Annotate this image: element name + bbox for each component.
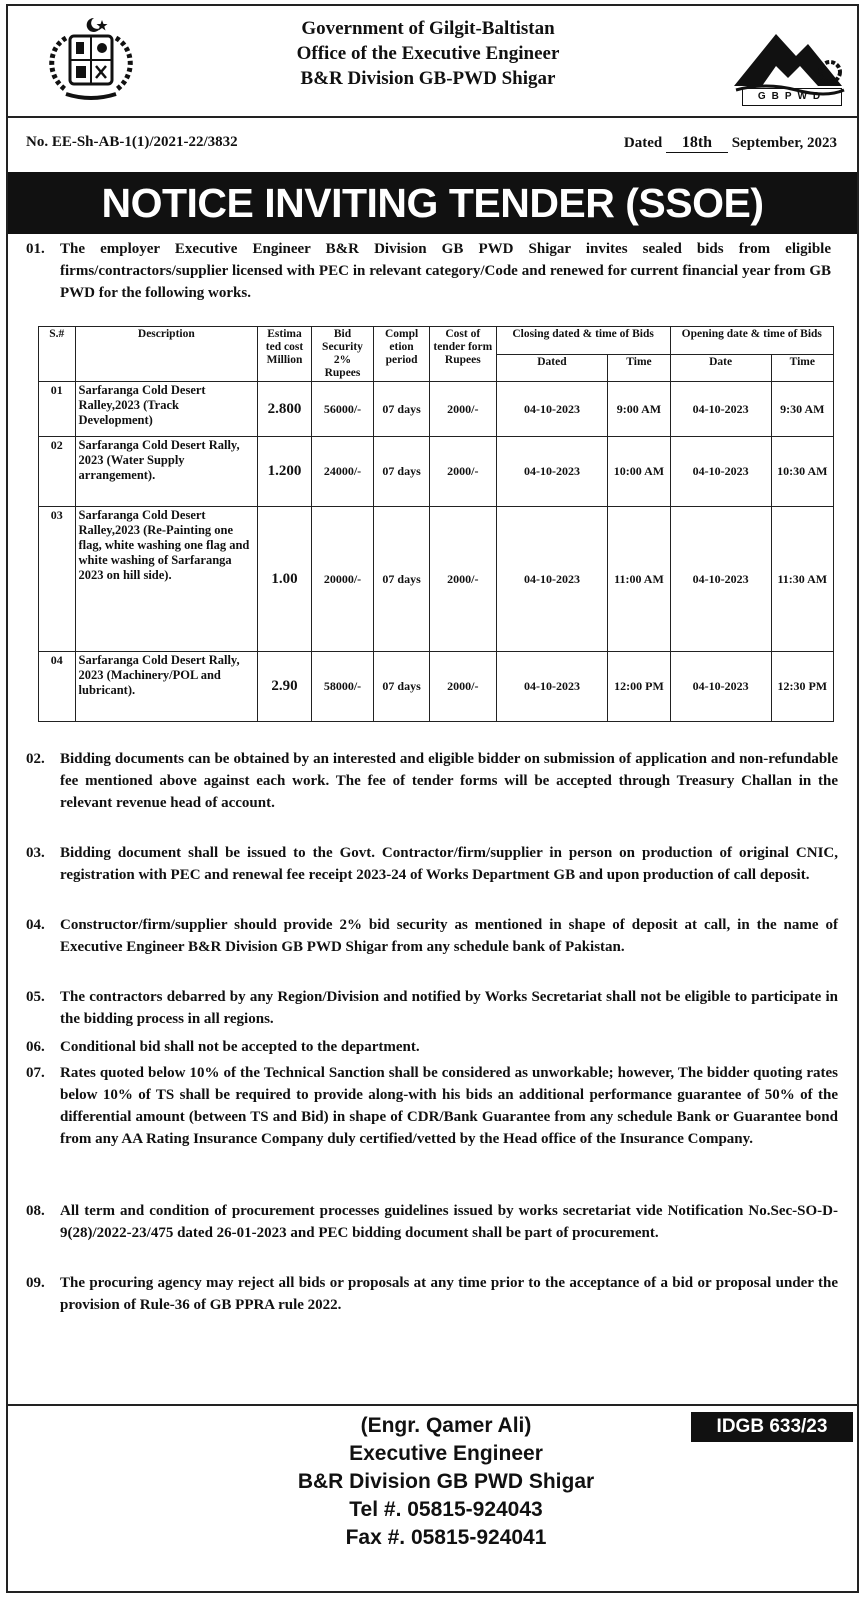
signature-divider xyxy=(8,1404,857,1406)
signatory-office: B&R Division GB PWD Shigar xyxy=(297,1470,595,1493)
paragraph-number: 03. xyxy=(26,845,45,861)
cell-estimated: 1.200 xyxy=(258,437,312,507)
paragraph-text: The employer Executive Engineer B&R Division GB PWD Shigar invites sealed bids from eligible firms/contractors/supplier licensed with PEC in relevant category/Code and renewed for current financial year from GB PWD for the following works. xyxy=(60,241,831,301)
table-row xyxy=(39,382,834,437)
cell-description: Sarfaranga Cold Desert Rally, 2023 (Machinery/POL and lubricant). xyxy=(75,652,258,722)
paragraph-number: 02. xyxy=(26,751,45,767)
cell-sn: 04 xyxy=(39,652,76,722)
col-closing: Closing dated & time of Bids xyxy=(496,327,670,355)
fax: Fax #. 05815-924041 xyxy=(345,1526,547,1549)
table-row xyxy=(39,437,834,507)
paragraph-number: 04. xyxy=(26,917,45,933)
paragraph-text: All term and condition of procurement processes guidelines issued by works secretariat vide Notification No.Sec-SO-D-9(28)/2022-23/475 dated 26-01-2023 and PEC bidding document shall be part of procurement. xyxy=(60,1203,838,1241)
paragraph-number: 07. xyxy=(26,1065,45,1081)
cell-form: 2000/- xyxy=(430,652,497,722)
cell-open-date: 04-10-2023 xyxy=(670,437,771,507)
cell-sn: 02 xyxy=(39,437,76,507)
col-opening-time: Time xyxy=(771,354,833,382)
gbpwd-logo-text: GBPWD xyxy=(742,88,842,106)
cell-form: 2000/- xyxy=(430,507,497,652)
cell-close-date: 04-10-2023 xyxy=(496,652,608,722)
paragraph-number: 08. xyxy=(26,1203,45,1219)
table-row xyxy=(39,507,834,652)
cell-open-date: 04-10-2023 xyxy=(670,507,771,652)
col-closing-dated: Dated xyxy=(496,354,608,382)
col-closing-time: Time xyxy=(608,354,670,382)
government-name: Government of Gilgit-Baltistan xyxy=(301,18,555,39)
cell-bid: 56000/- xyxy=(311,382,373,437)
idgb-badge: IDGB 633/23 xyxy=(691,1412,853,1442)
paragraph-08 xyxy=(26,1200,838,1244)
cell-bid: 24000/- xyxy=(311,437,373,507)
cell-estimated: 1.00 xyxy=(258,507,312,652)
paragraph-number: 01. xyxy=(26,241,45,257)
cell-form: 2000/- xyxy=(430,382,497,437)
cell-sn: 01 xyxy=(39,382,76,437)
paragraph-text: Constructor/firm/supplier should provide 2% bid security as mentioned in shape of deposit at call, in the name of Executive Engineer B&R Division GB PWD Shigar from any schedule bank of Pakistan. xyxy=(60,917,838,955)
paragraph-text: Bidding documents can be obtained by an interested and eligible bidder on submission of application and non-refundable fee mentioned above against each work. The fee of tender forms will be accepted through Treasury Challan in the relevant revenue head of account. xyxy=(60,751,838,811)
paragraph-text: Rates quoted below 10% of the Technical Sanction shall be considered as unworkable; however, The bidder quoting rates below 10% of TS shall be required to provide along-with his bids an additional performance guarantee of 50% of the differential amount (between TS and Bid) in shape of CDR/Bank Guarantee from any schedule Bank or Guarantee bond from any AA Rating Insurance Company duly certified/vetted by the Head office of the Insurance Company. xyxy=(60,1065,838,1147)
cell-close-date: 04-10-2023 xyxy=(496,507,608,652)
office-name: Office of the Executive Engineer xyxy=(296,43,560,64)
paragraph-text: The procuring agency may reject all bids or proposals at any time prior to the acceptance of a bid or proposal under the provision of Rule-36 of GB PPRA rule 2022. xyxy=(60,1275,838,1313)
table-row xyxy=(39,652,834,722)
cell-open-time: 11:30 AM xyxy=(771,507,833,652)
cell-bid: 58000/- xyxy=(311,652,373,722)
cell-form: 2000/- xyxy=(430,437,497,507)
paragraph-text: The contractors debarred by any Region/Division and notified by Works Secretariat shall not be eligible to participate in the bidding process in all regions. xyxy=(60,989,838,1027)
notice-frame xyxy=(6,4,859,1593)
cell-open-time: 12:30 PM xyxy=(771,652,833,722)
col-bid-security: Bid Security 2% Rupees xyxy=(311,327,373,382)
paragraph-number: 09. xyxy=(26,1275,45,1291)
cell-period: 07 days xyxy=(374,507,430,652)
cell-close-date: 04-10-2023 xyxy=(496,437,608,507)
cell-description: Sarfaranga Cold Desert Ralley,2023 (Track Development) xyxy=(75,382,258,437)
cell-close-time: 10:00 AM xyxy=(608,437,670,507)
cell-sn: 03 xyxy=(39,507,76,652)
works-table xyxy=(38,326,834,722)
date-month-year: September, 2023 xyxy=(731,135,837,151)
table-header-row xyxy=(39,327,834,355)
cell-close-date: 04-10-2023 xyxy=(496,382,608,437)
government-emblem-icon xyxy=(36,14,146,104)
col-opening-date: Date xyxy=(670,354,771,382)
paragraph-02 xyxy=(26,748,838,814)
division-name: B&R Division GB-PWD Shigar xyxy=(300,68,556,89)
paragraph-05 xyxy=(26,986,838,1030)
col-description: Description xyxy=(75,327,258,382)
date-line xyxy=(624,134,837,153)
cell-open-date: 04-10-2023 xyxy=(670,382,771,437)
dated-label: Dated xyxy=(623,135,663,151)
paragraph-06 xyxy=(26,1036,838,1058)
paragraph-number: 06. xyxy=(26,1039,45,1055)
telephone: Tel #. 05815-924043 xyxy=(349,1498,543,1521)
cell-open-date: 04-10-2023 xyxy=(670,652,771,722)
cell-description: Sarfaranga Cold Desert Ralley,2023 (Re-Painting one flag, white washing one flag and white washing of Sarfaranga 2023 on hill side). xyxy=(75,507,258,652)
paragraph-03 xyxy=(26,842,838,886)
paragraph-text: Bidding document shall be issued to the Govt. Contractor/firm/supplier in person on production of original CNIC, registration with PEC and renewal fee receipt 2023-24 of Works Department GB and upon production of call deposit. xyxy=(60,845,838,883)
letterhead xyxy=(8,6,857,118)
col-completion: Compl etion period xyxy=(374,327,430,382)
paragraph-04 xyxy=(26,914,838,958)
signatory-designation: Executive Engineer xyxy=(349,1442,543,1465)
cell-bid: 20000/- xyxy=(311,507,373,652)
cell-description: Sarfaranga Cold Desert Rally, 2023 (Water Supply arrangement). xyxy=(75,437,258,507)
paragraph-number: 05. xyxy=(26,989,45,1005)
cell-period: 07 days xyxy=(374,382,430,437)
letterhead-text xyxy=(168,16,688,91)
signatory-name: (Engr. Qamer Ali) xyxy=(360,1414,532,1437)
cell-period: 07 days xyxy=(374,652,430,722)
cell-period: 07 days xyxy=(374,437,430,507)
date-day: 18th xyxy=(666,134,728,153)
cell-estimated: 2.90 xyxy=(258,652,312,722)
cell-open-time: 9:30 AM xyxy=(771,382,833,437)
signature-block xyxy=(246,1412,646,1552)
col-cost-form: Cost of tender form Rupees xyxy=(430,327,497,382)
cell-close-time: 9:00 AM xyxy=(608,382,670,437)
col-opening: Opening date & time of Bids xyxy=(670,327,833,355)
paragraph-07 xyxy=(26,1062,838,1150)
col-estimated-cost: Estima ted cost Million xyxy=(258,327,312,382)
reference-number: No. EE-Sh-AB-1(1)/2021-22/3832 xyxy=(26,134,238,150)
cell-open-time: 10:30 AM xyxy=(771,437,833,507)
notice-title: NOTICE INVITING TENDER (SSOE) xyxy=(8,172,857,234)
col-sn: S.# xyxy=(39,327,76,382)
paragraph-01 xyxy=(26,238,831,304)
paragraph-text: Conditional bid shall not be accepted to the department. xyxy=(60,1039,420,1055)
paragraph-09 xyxy=(26,1272,838,1316)
cell-close-time: 11:00 AM xyxy=(608,507,670,652)
cell-estimated: 2.800 xyxy=(258,382,312,437)
cell-close-time: 12:00 PM xyxy=(608,652,670,722)
reference-line xyxy=(8,130,857,154)
